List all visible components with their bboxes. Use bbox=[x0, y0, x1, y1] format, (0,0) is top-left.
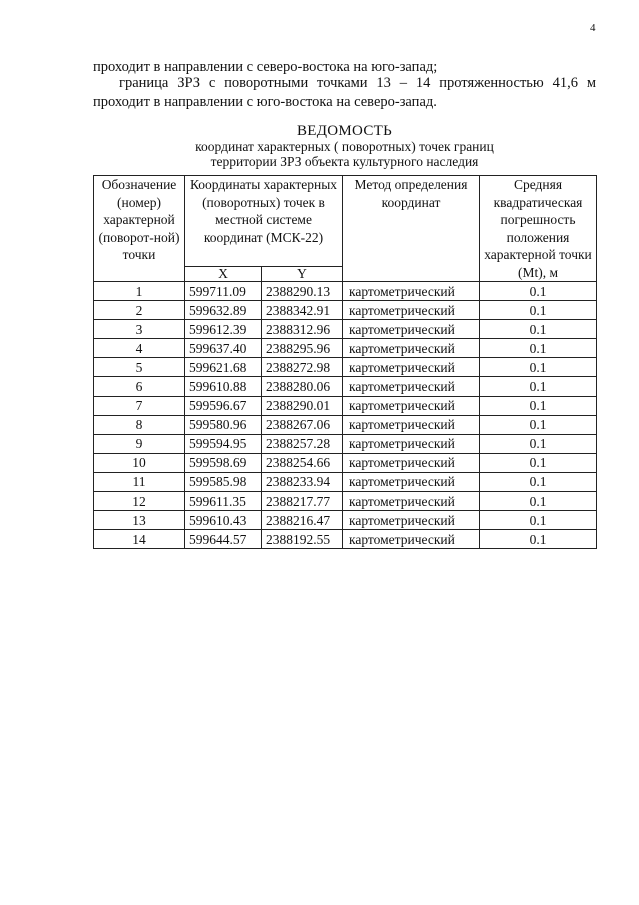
y-coordinate-cell: 2388233.94 bbox=[262, 472, 343, 491]
point-number-cell: 8 bbox=[94, 415, 185, 434]
table-row bbox=[94, 472, 597, 491]
header-method: Метод определения координат bbox=[343, 176, 480, 282]
method-cell: картометрический bbox=[343, 415, 480, 434]
table-row bbox=[94, 282, 597, 301]
error-cell: 0.1 bbox=[480, 358, 597, 377]
header-coordinates: Координаты характерных (поворотных) точек в местной системе координат (МСК-22) bbox=[185, 176, 343, 267]
x-coordinate-cell: 599580.96 bbox=[185, 415, 262, 434]
error-cell: 0.1 bbox=[480, 453, 597, 472]
header-y: Y bbox=[262, 267, 343, 282]
paragraph-1: проходит в направлении с северо-востока на юго-запад; bbox=[93, 59, 438, 75]
point-number-cell: 4 bbox=[94, 339, 185, 358]
y-coordinate-cell: 2388290.13 bbox=[262, 282, 343, 301]
table-row bbox=[94, 453, 597, 472]
method-cell: картометрический bbox=[343, 377, 480, 396]
y-coordinate-cell: 2388216.47 bbox=[262, 511, 343, 530]
point-number-cell: 2 bbox=[94, 301, 185, 320]
header-error: Средняя квадратическая погрешность положения характерной точки (Mt), м bbox=[480, 176, 597, 282]
table-row bbox=[94, 339, 597, 358]
y-coordinate-cell: 2388267.06 bbox=[262, 415, 343, 434]
point-number-cell: 12 bbox=[94, 492, 185, 511]
point-number-cell: 5 bbox=[94, 358, 185, 377]
x-coordinate-cell: 599596.67 bbox=[185, 396, 262, 415]
table-row bbox=[94, 492, 597, 511]
header-x: X bbox=[185, 267, 262, 282]
x-coordinate-cell: 599594.95 bbox=[185, 434, 262, 453]
x-coordinate-cell: 599632.89 bbox=[185, 301, 262, 320]
error-cell: 0.1 bbox=[480, 301, 597, 320]
y-coordinate-cell: 2388257.28 bbox=[262, 434, 343, 453]
x-coordinate-cell: 599711.09 bbox=[185, 282, 262, 301]
error-cell: 0.1 bbox=[480, 492, 597, 511]
y-coordinate-cell: 2388290.01 bbox=[262, 396, 343, 415]
error-cell: 0.1 bbox=[480, 282, 597, 301]
y-coordinate-cell: 2388254.66 bbox=[262, 453, 343, 472]
table-row bbox=[94, 530, 597, 549]
table-row bbox=[94, 511, 597, 530]
x-coordinate-cell: 599585.98 bbox=[185, 472, 262, 491]
error-cell: 0.1 bbox=[480, 511, 597, 530]
header-point-number: Обозначение (номер) характерной (поворот-ной) точки bbox=[94, 176, 185, 282]
method-cell: картометрический bbox=[343, 434, 480, 453]
table-row bbox=[94, 434, 597, 453]
y-coordinate-cell: 2388280.06 bbox=[262, 377, 343, 396]
document-subtitle-line-1: координат характерных ( поворотных) точек границ bbox=[195, 139, 494, 154]
error-cell: 0.1 bbox=[480, 377, 597, 396]
x-coordinate-cell: 599612.39 bbox=[185, 320, 262, 339]
x-coordinate-cell: 599610.43 bbox=[185, 511, 262, 530]
x-coordinate-cell: 599610.88 bbox=[185, 377, 262, 396]
point-number-cell: 9 bbox=[94, 434, 185, 453]
table-row bbox=[94, 377, 597, 396]
point-number-cell: 11 bbox=[94, 472, 185, 491]
x-coordinate-cell: 599621.68 bbox=[185, 358, 262, 377]
method-cell: картометрический bbox=[343, 472, 480, 491]
method-cell: картометрический bbox=[343, 511, 480, 530]
y-coordinate-cell: 2388217.77 bbox=[262, 492, 343, 511]
method-cell: картометрический bbox=[343, 339, 480, 358]
error-cell: 0.1 bbox=[480, 320, 597, 339]
table-row bbox=[94, 320, 597, 339]
point-number-cell: 10 bbox=[94, 453, 185, 472]
point-number-cell: 3 bbox=[94, 320, 185, 339]
method-cell: картометрический bbox=[343, 282, 480, 301]
error-cell: 0.1 bbox=[480, 339, 597, 358]
x-coordinate-cell: 599611.35 bbox=[185, 492, 262, 511]
method-cell: картометрический bbox=[343, 301, 480, 320]
point-number-cell: 7 bbox=[94, 396, 185, 415]
paragraph-2: граница ЗРЗ с поворотными точками 13 – 14 протяженностью 41,6 м проходит в направлении с юго-востока на северо-запад. bbox=[93, 75, 596, 110]
table-row bbox=[94, 396, 597, 415]
method-cell: картометрический bbox=[343, 492, 480, 511]
error-cell: 0.1 bbox=[480, 434, 597, 453]
error-cell: 0.1 bbox=[480, 415, 597, 434]
error-cell: 0.1 bbox=[480, 472, 597, 491]
method-cell: картометрический bbox=[343, 453, 480, 472]
x-coordinate-cell: 599637.40 bbox=[185, 339, 262, 358]
y-coordinate-cell: 2388192.55 bbox=[262, 530, 343, 549]
table-row bbox=[94, 358, 597, 377]
error-cell: 0.1 bbox=[480, 530, 597, 549]
table-body bbox=[94, 282, 597, 549]
method-cell: картометрический bbox=[343, 358, 480, 377]
x-coordinate-cell: 599598.69 bbox=[185, 453, 262, 472]
table-row bbox=[94, 415, 597, 434]
point-number-cell: 13 bbox=[94, 511, 185, 530]
point-number-cell: 6 bbox=[94, 377, 185, 396]
page-number: 4 bbox=[590, 22, 596, 34]
table-row bbox=[94, 301, 597, 320]
method-cell: картометрический bbox=[343, 320, 480, 339]
coordinates-table bbox=[93, 175, 597, 549]
y-coordinate-cell: 2388295.96 bbox=[262, 339, 343, 358]
x-coordinate-cell: 599644.57 bbox=[185, 530, 262, 549]
point-number-cell: 1 bbox=[94, 282, 185, 301]
document-title: ВЕДОМОСТЬ bbox=[296, 123, 393, 139]
document-subtitle-line-2: территории ЗРЗ объекта культурного наследия bbox=[210, 154, 479, 169]
y-coordinate-cell: 2388342.91 bbox=[262, 301, 343, 320]
y-coordinate-cell: 2388272.98 bbox=[262, 358, 343, 377]
point-number-cell: 14 bbox=[94, 530, 185, 549]
method-cell: картометрический bbox=[343, 530, 480, 549]
error-cell: 0.1 bbox=[480, 396, 597, 415]
method-cell: картометрический bbox=[343, 396, 480, 415]
y-coordinate-cell: 2388312.96 bbox=[262, 320, 343, 339]
